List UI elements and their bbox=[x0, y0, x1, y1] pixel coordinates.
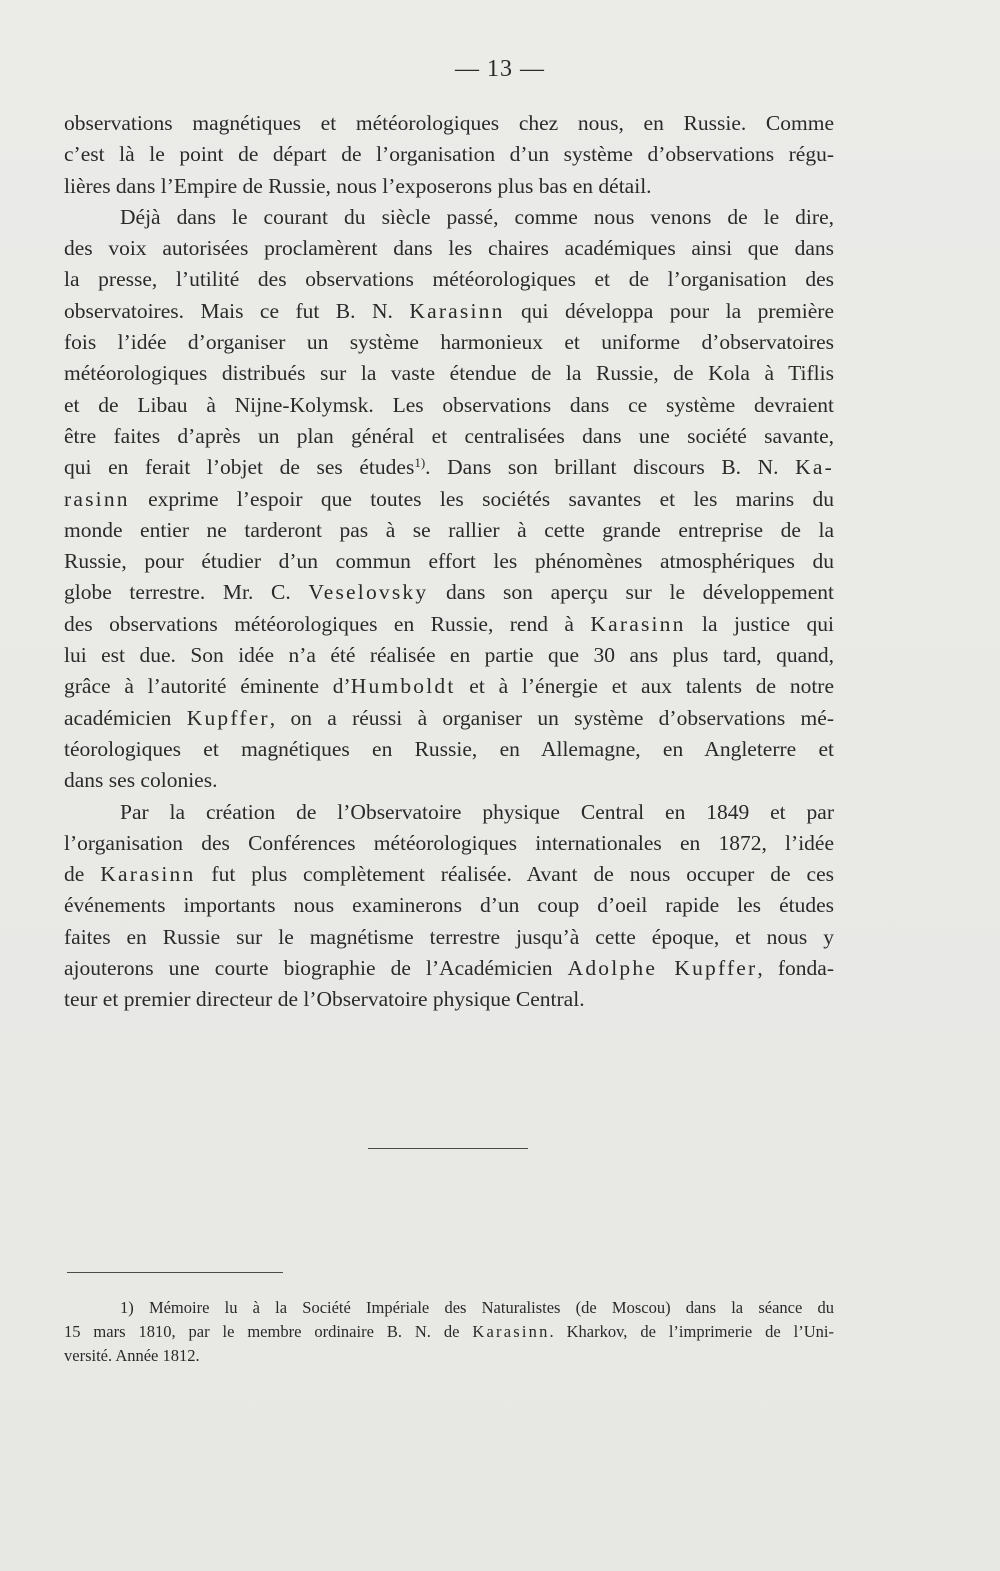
page-number: — 13 — bbox=[455, 56, 545, 82]
text-line: c’est là le point de départ de l’organisation d’un système d’observations régu- bbox=[64, 142, 834, 167]
author-name: Kupffer bbox=[186, 705, 270, 730]
author-name: Karasinn bbox=[590, 611, 686, 636]
author-name: rasinn bbox=[64, 486, 130, 511]
text-line: météorologiques distribués sur la vaste étendue de la Russie, de Kola à Tiflis bbox=[64, 361, 834, 386]
text-line: grâce à l’autorité éminente d’Humboldt et à l’énergie et aux talents de notre bbox=[64, 674, 834, 699]
footnote-line: 15 mars 1810, par le membre ordinaire B. N. de Karasinn. Kharkov, de l’imprimerie de l’Uni- bbox=[64, 1322, 834, 1341]
text-line: Déjà dans le courant du siècle passé, comme nous venons de le dire, bbox=[120, 204, 834, 229]
paragraph-3 bbox=[64, 797, 834, 1016]
text-line: fois l’idée d’organiser un système harmonieux et uniforme d’observatoires bbox=[64, 330, 834, 355]
footnote-divider bbox=[67, 1272, 283, 1273]
paragraph-2 bbox=[64, 202, 834, 797]
footnote bbox=[64, 1296, 834, 1368]
text-line: faites en Russie sur le magnétisme terrestre jusqu’à cette époque, et nous y bbox=[64, 924, 834, 949]
text-line: lui est due. Son idée n’a été réalisée en partie que 30 ans plus tard, quand, bbox=[64, 643, 834, 668]
footnote-line: 1) Mémoire lu à la Société Impériale des Naturalistes (de Moscou) dans la séance du bbox=[120, 1298, 834, 1317]
body-text bbox=[64, 108, 834, 1016]
text-line: observations magnétiques et météorologiques chez nous, en Russie. Comme bbox=[64, 111, 834, 135]
text-line: des voix autorisées proclamèrent dans les chaires académiques ainsi que dans bbox=[64, 236, 834, 261]
text-line: académicien Kupffer, on a réussi à organiser un système d’observations mé- bbox=[64, 705, 834, 730]
text-line: dans ses colonies. bbox=[64, 768, 218, 793]
author-name: Karasinn bbox=[472, 1322, 550, 1341]
text-line: être faites d’après un plan général et centralisées dans une société savante, bbox=[64, 423, 834, 448]
author-name: Veselovsky bbox=[308, 580, 429, 605]
text-line: Par la création de l’Observatoire physique Central en 1849 et par bbox=[120, 799, 834, 824]
section-divider bbox=[368, 1148, 528, 1149]
footnote-marker: 1) bbox=[414, 455, 426, 471]
text-line: qui en ferait l’objet de ses études$^{1)}$. Dans son brillant discours B. N. Ka- bbox=[64, 455, 834, 480]
text-line: l’organisation des Conférences météorologiques internationales en 1872, l’idée bbox=[64, 830, 834, 855]
text-line: Russie, pour étudier d’un commun effort les phénomènes atmosphériques du bbox=[64, 549, 834, 574]
text-line: teur et premier directeur de l’Observatoire physique Central. bbox=[64, 987, 585, 1012]
text-line: et de Libau à Nijne-Kolymsk. Les observations dans ce système devraient bbox=[64, 392, 834, 417]
author-name: Karasinn bbox=[100, 862, 196, 887]
text-line: lières dans l’Empire de Russie, nous l’exposerons plus bas en détail. bbox=[64, 173, 652, 198]
text-line: monde entier ne tarderont pas à se rallier à cette grande entreprise de la bbox=[64, 517, 834, 542]
text-line: observatoires. Mais ce fut B. N. Karasinn qui développa pour la première bbox=[64, 298, 834, 323]
author-name: Ka- bbox=[795, 455, 834, 480]
text-line: téorologiques et magnétiques en Russie, en Allemagne, en Angleterre et bbox=[64, 736, 834, 761]
text-line: événements importants nous examinerons d’un coup d’oeil rapide les études bbox=[64, 893, 834, 918]
author-name: Karasinn bbox=[409, 298, 505, 323]
text-line: ajouterons une courte biographie de l’Académicien Adolphe Kupffer, fonda- bbox=[64, 956, 834, 981]
text-line: de Karasinn fut plus complètement réalisée. Avant de nous occuper de ces bbox=[64, 862, 834, 887]
text-line: la presse, l’utilité des observations météorologiques et de l’organisation des bbox=[64, 267, 834, 292]
paragraph-1 bbox=[64, 108, 834, 202]
footnote-line: versité. Année 1812. bbox=[64, 1346, 200, 1365]
text-line: rasinn exprime l’espoir que toutes les sociétés savantes et les marins du bbox=[64, 486, 834, 511]
author-name: Adolphe Kupffer bbox=[567, 956, 758, 981]
text-line: globe terrestre. Mr. C. Veselovsky dans son aperçu sur le développement bbox=[64, 580, 834, 605]
text-line: des observations météorologiques en Russie, rend à Karasinn la justice qui bbox=[64, 611, 834, 636]
author-name: Humboldt bbox=[350, 674, 456, 699]
